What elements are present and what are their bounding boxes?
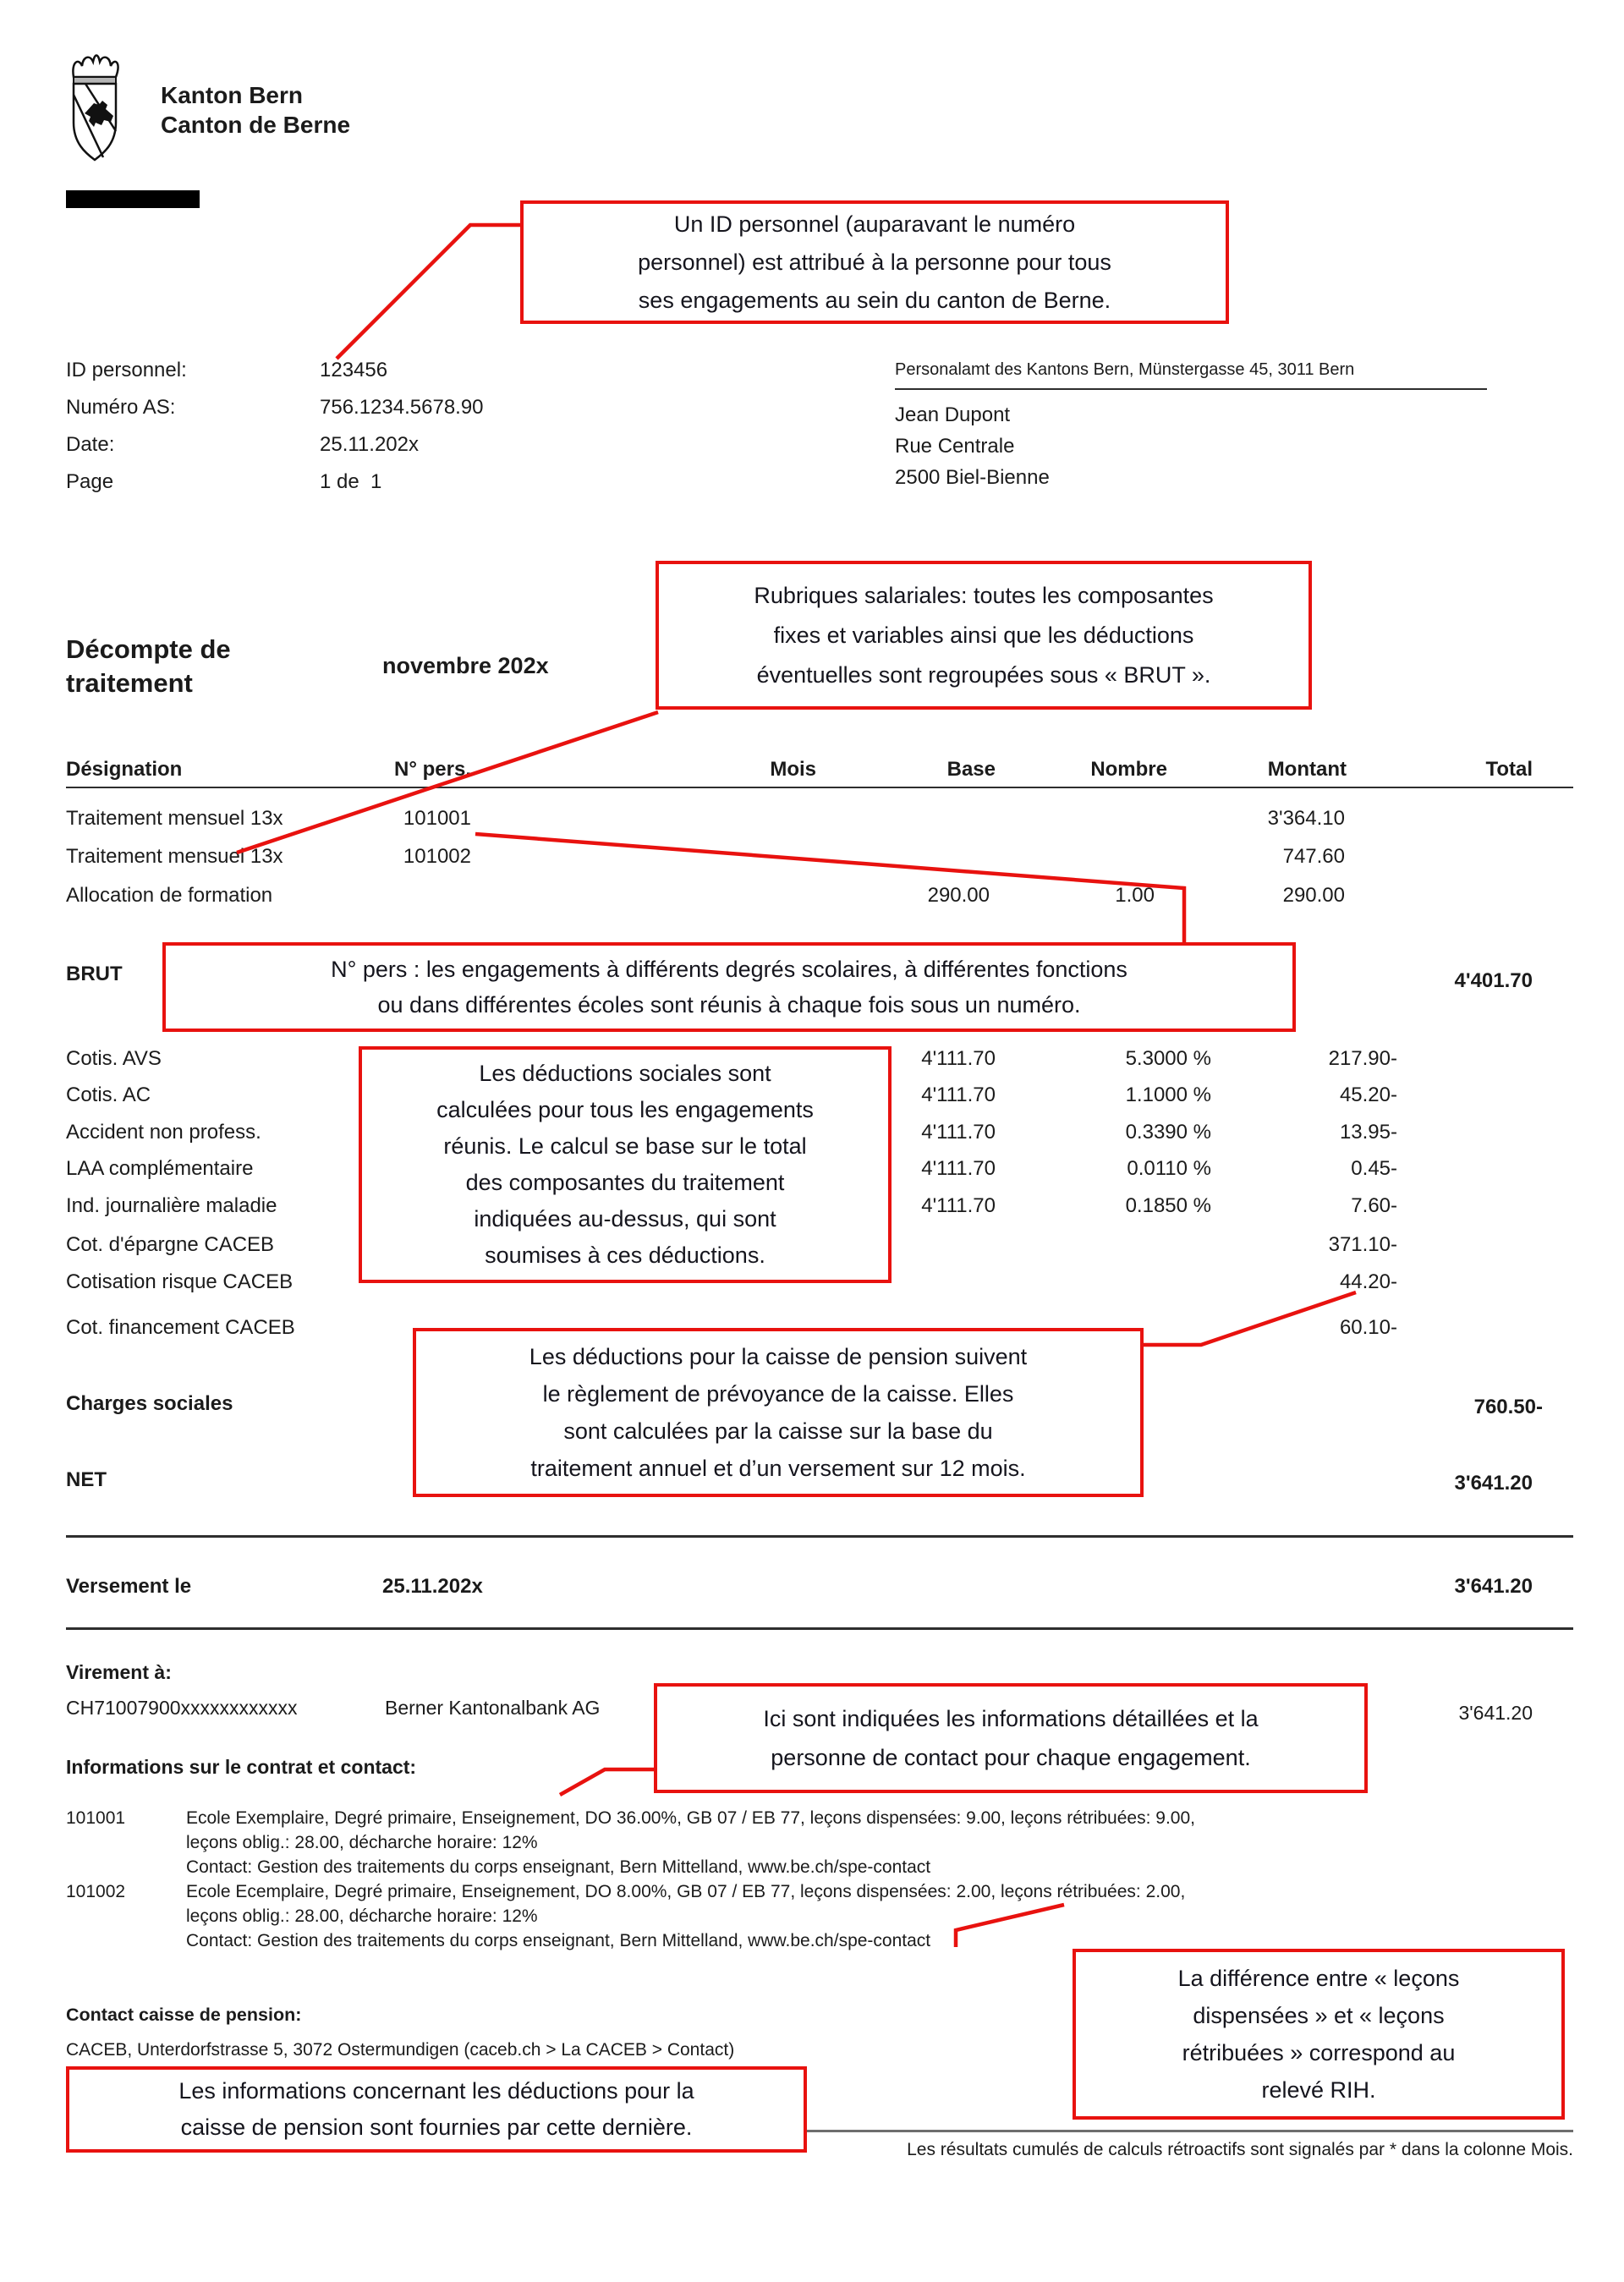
annotation-social-note — [359, 1046, 892, 1283]
meta-label: Page — [66, 470, 114, 493]
col-header-designation: Désignation — [66, 758, 183, 781]
deduction-label: Cot. financement CACEB — [66, 1316, 295, 1339]
annotation-line: ou dans différentes écoles sont réunis à chaque fois sous un numéro. — [377, 992, 1081, 1018]
deduction-amount: 45.20- — [1339, 1083, 1397, 1106]
bern-crest-icon — [68, 51, 122, 170]
annotation-line: Rubriques salariales: toutes les composantes — [754, 582, 1214, 608]
annotation-line: Les déductions pour la caisse de pension suivent — [529, 1344, 1028, 1369]
annotation-line: dispensées » et « leçons — [1193, 2003, 1445, 2028]
deduction-amount: 44.20- — [1339, 1270, 1397, 1293]
sender-line: Personalamt des Kantons Bern, Münstergasse 45, 3011 Bern — [895, 360, 1355, 379]
deduction-label: Accident non profess. — [66, 1121, 261, 1144]
col-header-n-pers: N° pers. — [394, 758, 471, 781]
deduction-label: Cot. d'épargne CACEB — [66, 1233, 275, 1256]
transfer-amount: 3'641.20 — [1458, 1702, 1533, 1724]
contract-detail-line: leçons oblig.: 28.00, décharche horaire: 12% — [186, 1833, 538, 1852]
annotation-line: indiquées au-dessus, qui sont — [474, 1206, 776, 1232]
annotation-line: relevé RIH. — [1261, 2077, 1376, 2103]
contract-detail-line: leçons oblig.: 28.00, décharche horaire: 12% — [186, 1906, 538, 1926]
deduction-rate: 1.1000 % — [1125, 1083, 1211, 1106]
logo-text-fr: Canton de Berne — [161, 112, 351, 138]
brut-label: BRUT — [66, 963, 123, 985]
annotation-line: des composantes du traitement — [465, 1170, 785, 1195]
transfer-iban: CH71007900xxxxxxxxxxxx — [66, 1697, 298, 1719]
deduction-rate: 5.3000 % — [1125, 1047, 1211, 1070]
annotation-line: sont calculées par la caisse sur la base du — [563, 1418, 993, 1444]
contract-contact-line: Contact: Gestion des traitements du corps enseignant, Bern Mittelland, www.be.ch/spe-contact — [186, 1857, 931, 1877]
annotation-line: personnel) est attribué à la personne pour tous — [638, 249, 1111, 275]
col-header-nombre: Nombre — [1090, 758, 1167, 781]
meta-value-page: 1 de 1 — [320, 470, 382, 493]
deduction-amount: 371.10- — [1328, 1233, 1397, 1256]
contract-section-heading: Informations sur le contrat et contact: — [66, 1756, 417, 1778]
sender-underline — [895, 388, 1487, 390]
deduction-label: Cotisation risque CACEB — [66, 1270, 294, 1293]
earning-nombre: 1.00 — [1115, 884, 1155, 907]
annotation-line: fixes et variables ainsi que les déductions — [773, 622, 1194, 648]
contract-id: 101001 — [66, 1808, 126, 1828]
meta-label: ID personnel: — [66, 359, 187, 381]
meta-value-personnel-id: 123456 — [320, 359, 388, 381]
annotation-line: La différence entre « leçons — [1177, 1966, 1460, 1991]
earning-base: 290.00 — [927, 884, 990, 907]
deduction-rate: 0.1850 % — [1125, 1194, 1211, 1217]
page-title-line1: Décompte de — [66, 634, 231, 664]
recipient-city: 2500 Biel-Bienne — [895, 466, 1050, 489]
deduction-label: Ind. journalière maladie — [66, 1194, 277, 1217]
annotation-pension-info-note — [66, 2066, 807, 2153]
page-title-line2: traitement — [66, 668, 193, 698]
table-header-rule — [66, 787, 1573, 788]
deduction-label: Cotis. AC — [66, 1083, 151, 1106]
annotation-line: ses engagements au sein du canton de Berne. — [638, 287, 1111, 313]
col-header-mois: Mois — [770, 758, 816, 781]
net-total: 3'641.20 — [1454, 1472, 1533, 1495]
earning-n-pers: 101001 — [403, 807, 471, 830]
deduction-base: 4'111.70 — [921, 1157, 996, 1180]
earning-montant: 3'364.10 — [1267, 807, 1345, 830]
meta-label: Numéro AS: — [66, 396, 176, 419]
annotation-id-note — [520, 200, 1229, 324]
annotation-line: rétribuées » correspond au — [1182, 2040, 1456, 2065]
col-header-base: Base — [946, 758, 996, 781]
annotation-line: caisse de pension sont fournies par cette dernière. — [180, 2115, 693, 2140]
contract-detail-line: Ecole Ecemplaire, Degré primaire, Enseignement, DO 8.00%, GB 07 / EB 77, leçons dispensées: 2.00, leçons rétribuées: 2.00, — [186, 1882, 1186, 1901]
payment-date: 25.11.202x — [382, 1575, 483, 1598]
deduction-base: 4'111.70 — [921, 1083, 996, 1106]
charges-label: Charges sociales — [66, 1392, 233, 1415]
recipient-name: Jean Dupont — [895, 403, 1011, 426]
payment-label: Versement le — [66, 1575, 192, 1598]
deduction-label: Cotis. AVS — [66, 1047, 162, 1070]
annotation-line: Les informations concernant les déductions pour la — [178, 2078, 694, 2104]
meta-value-date: 25.11.202x — [320, 433, 419, 456]
deduction-amount: 13.95- — [1339, 1121, 1397, 1144]
contract-detail-line: Ecole Exemplaire, Degré primaire, Enseignement, DO 36.00%, GB 07 / EB 77, leçons dispensées: 9.00, leçons rétribuées: 9.00, — [186, 1808, 1195, 1828]
col-header-montant: Montant — [1267, 758, 1347, 781]
deduction-amount: 0.45- — [1351, 1157, 1397, 1180]
letterhead-black-bar — [66, 190, 200, 208]
pension-contact-heading: Contact caisse de pension: — [66, 2005, 302, 2025]
payslip-period: novembre 202x — [382, 653, 549, 678]
deduction-amount: 7.60- — [1351, 1194, 1397, 1217]
deduction-rate: 0.0110 % — [1127, 1157, 1211, 1180]
earning-designation: Traitement mensuel 13x — [66, 845, 283, 868]
charges-total: 760.50- — [1473, 1396, 1543, 1418]
earning-designation: Allocation de formation — [66, 884, 273, 907]
annotation-rih-note — [1073, 1949, 1565, 2120]
deduction-rate: 0.3390 % — [1125, 1121, 1211, 1144]
deduction-base: 4'111.70 — [921, 1121, 996, 1144]
annotation-contract-note — [654, 1683, 1368, 1793]
annotation-pension-note — [413, 1328, 1144, 1497]
earning-n-pers: 101002 — [403, 845, 471, 868]
meta-label: Date: — [66, 433, 115, 456]
annotation-line: éventuelles sont regroupées sous « BRUT ». — [756, 661, 1211, 688]
annotation-line: réunis. Le calcul se base sur le total — [443, 1133, 807, 1159]
annotation-line: soumises à ces déductions. — [485, 1242, 765, 1268]
transfer-bank: Berner Kantonalbank AG — [385, 1697, 601, 1719]
pension-contact-line: CACEB, Unterdorfstrasse 5, 3072 Ostermundigen (caceb.ch > La CACEB > Contact) — [66, 2040, 735, 2060]
meta-value-as-number: 756.1234.5678.90 — [320, 396, 484, 419]
section-rule — [66, 1627, 1573, 1630]
annotation-line: traitement annuel et d’un versement sur 12 mois. — [530, 1456, 1026, 1481]
payment-total: 3'641.20 — [1454, 1575, 1533, 1598]
annotation-line: personne de contact pour chaque engagement. — [771, 1745, 1251, 1770]
annotation-brut-note — [656, 561, 1312, 710]
deduction-amount: 217.90- — [1328, 1047, 1397, 1070]
earning-designation: Traitement mensuel 13x — [66, 807, 283, 830]
deduction-amount: 60.10- — [1339, 1316, 1397, 1339]
deduction-label: LAA complémentaire — [66, 1157, 254, 1180]
annotation-line: calculées pour tous les engagements — [436, 1097, 814, 1122]
contract-contact-line: Contact: Gestion des traitements du corps enseignant, Bern Mittelland, www.be.ch/spe-contact — [186, 1931, 931, 1950]
logo-text-de: Kanton Bern — [161, 82, 303, 108]
annotation-line: Les déductions sociales sont — [479, 1061, 771, 1086]
annotation-line: le règlement de prévoyance de la caisse. Elles — [542, 1381, 1014, 1407]
annotation-line: N° pers : les engagements à différents degrés scolaires, à différentes fonctions — [331, 957, 1127, 982]
brut-total: 4'401.70 — [1454, 969, 1533, 992]
annotation-line: Ici sont indiquées les informations détaillées et la — [763, 1706, 1259, 1731]
section-rule — [66, 1535, 1573, 1538]
earning-montant: 747.60 — [1282, 845, 1345, 868]
net-label: NET — [66, 1468, 107, 1491]
deduction-base: 4'111.70 — [921, 1047, 996, 1070]
annotation-line: Un ID personnel (auparavant le numéro — [673, 211, 1076, 237]
deduction-base: 4'111.70 — [921, 1194, 996, 1217]
recipient-street: Rue Centrale — [895, 435, 1015, 458]
annotation-npers-note — [162, 942, 1296, 1032]
contract-id: 101002 — [66, 1882, 126, 1901]
transfer-heading: Virement à: — [66, 1661, 172, 1683]
footnote-text: Les résultats cumulés de calculs rétroactifs sont signalés par * dans la colonne Mois. — [907, 2140, 1573, 2159]
col-header-total: Total — [1485, 758, 1533, 781]
earning-montant: 290.00 — [1282, 884, 1345, 907]
